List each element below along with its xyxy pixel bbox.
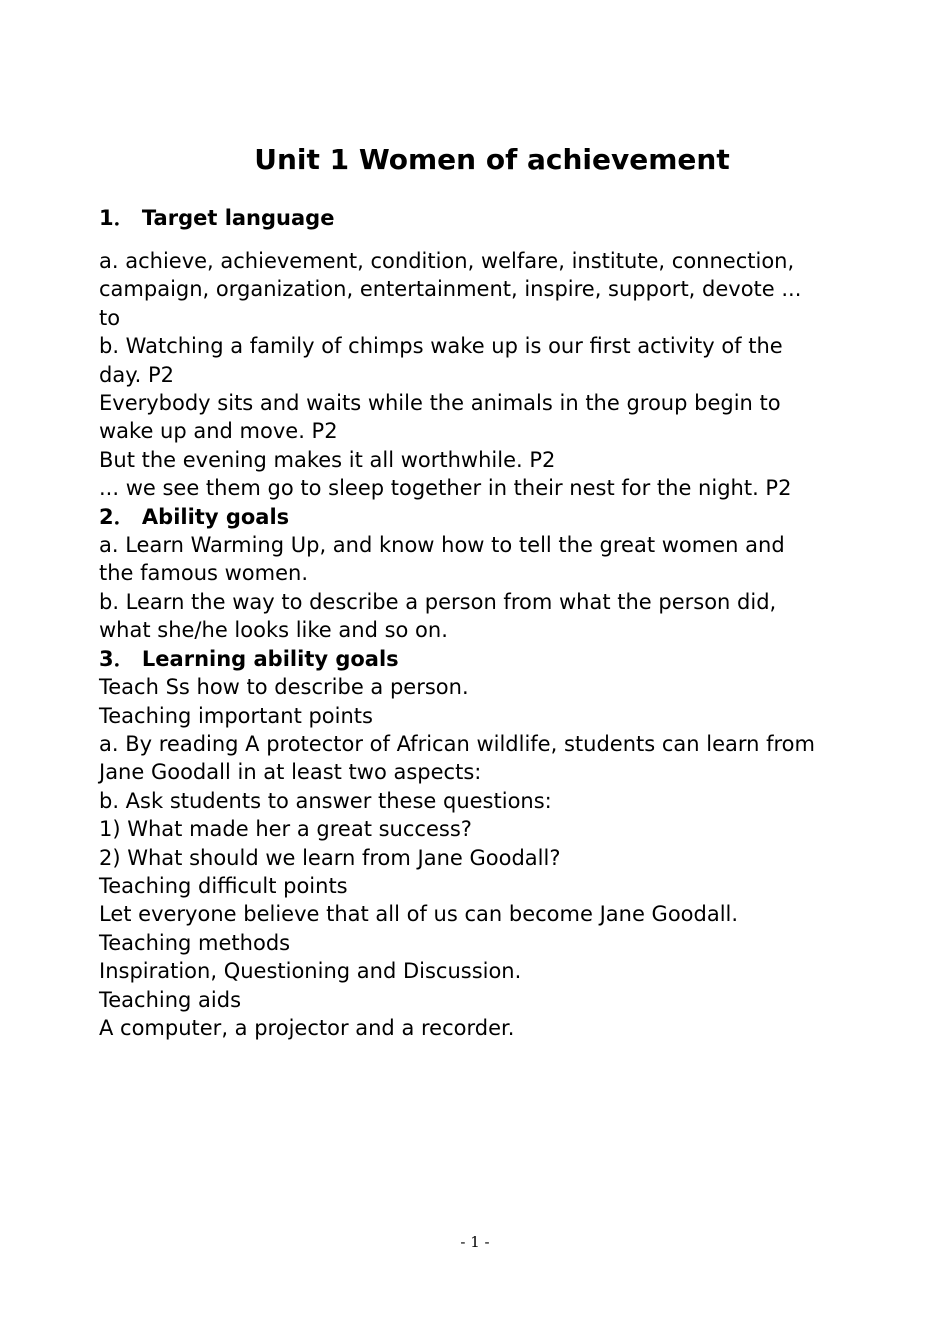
text-line: Teaching aids: [99, 987, 242, 1012]
text-line: b. Ask students to answer these questions:: [99, 788, 552, 813]
text-line: Teaching methods: [99, 930, 291, 955]
text-line: Inspiration, Questioning and Discussion.: [99, 959, 522, 984]
text-line: a. By reading A protector of African wildlife, students can learn from: [99, 731, 815, 756]
section-heading-learning-ability-goals: 3． Learning ability goals: [99, 646, 399, 671]
section-heading-target-language: 1． Target language: [99, 206, 335, 230]
text-line: Everybody sits and waits while the animals in the group begin to: [99, 391, 781, 416]
document-body: [99, 247, 859, 1042]
text-line: Teaching difficult points: [99, 873, 348, 898]
text-line: A computer, a projector and a recorder.: [99, 1015, 515, 1040]
text-line: But the evening makes it all worthwhile. P2: [99, 447, 556, 472]
text-line: to: [99, 305, 121, 330]
text-line: Let everyone believe that all of us can become Jane Goodall.: [99, 902, 739, 927]
text-line: the famous women.: [99, 561, 309, 586]
text-line: day. P2: [99, 362, 175, 387]
text-line: 1) What made her a great success?: [99, 817, 472, 842]
text-line: what she/he looks like and so on.: [99, 618, 448, 643]
text-line: Teach Ss how to describe a person.: [99, 675, 469, 700]
section-heading-ability-goals: 2． Ability goals: [99, 504, 290, 529]
page-title: Unit 1 Women of achievement: [254, 143, 730, 176]
text-line: wake up and move. P2: [99, 419, 338, 444]
text-line: Teaching important points: [99, 703, 373, 728]
text-line: a. Learn Warming Up, and know how to tell the great women and: [99, 533, 785, 558]
text-line: campaign, organization, entertainment, inspire, support, devote ...: [99, 277, 802, 302]
text-line: b. Learn the way to describe a person from what the person did,: [99, 589, 777, 614]
text-line: ... we see them go to sleep together in their nest for the night. P2: [99, 476, 792, 501]
text-line: 2) What should we learn from Jane Goodall?: [99, 845, 561, 870]
page-number: - 1 -: [460, 1233, 490, 1251]
text-line: Jane Goodall in at least two aspects:: [99, 760, 482, 785]
text-line: b. Watching a family of chimps wake up is our first activity of the: [99, 334, 783, 359]
text-line: a. achieve, achievement, condition, welfare, institute, connection,: [99, 249, 795, 273]
